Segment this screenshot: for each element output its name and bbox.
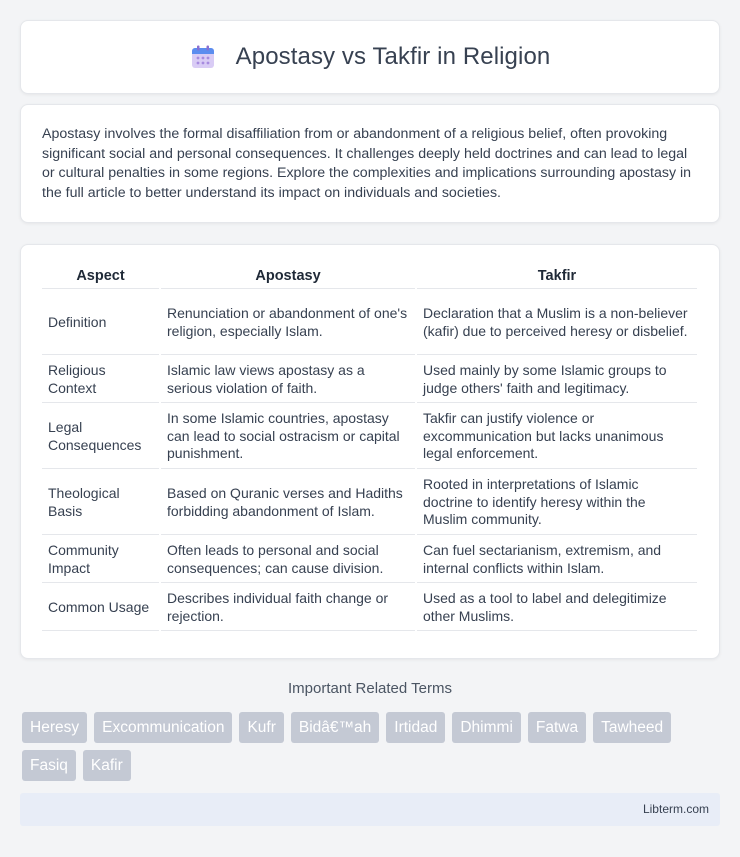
row-aspect: Legal Consequences: [42, 405, 159, 469]
row-takfir: Takfir can justify violence or excommunication but lacks unanimous legal enforcement.: [417, 405, 697, 469]
comparison-table-card: [20, 244, 720, 659]
footer: [20, 793, 720, 826]
table-row: [42, 357, 697, 403]
table-row: [42, 405, 697, 469]
column-header-aspect: Aspect: [42, 264, 159, 289]
row-apostasy: Renunciation or abandonment of one's religion, especially Islam.: [161, 291, 415, 355]
table-header-row: [42, 264, 697, 289]
table-row: [42, 537, 697, 583]
comparison-table: [40, 262, 699, 633]
tag-fatwa[interactable]: Fatwa: [528, 712, 586, 743]
header-card: [20, 20, 720, 94]
tag-heresy[interactable]: Heresy: [22, 712, 87, 743]
page-title: Apostasy vs Takfir in Religion: [235, 43, 551, 70]
row-aspect: Definition: [42, 291, 159, 355]
column-header-takfir: Takfir: [417, 264, 697, 289]
tag-tawheed[interactable]: Tawheed: [593, 712, 671, 743]
row-takfir: Declaration that a Muslim is a non-believer (kafir) due to perceived heresy or disbelief.: [417, 291, 697, 355]
row-apostasy: Based on Quranic verses and Hadiths forbidding abandonment of Islam.: [161, 471, 415, 535]
row-takfir: Rooted in interpretations of Islamic doctrine to identify heresy within the Muslim community.: [417, 471, 697, 535]
footer-site-link[interactable]: Libterm.com: [642, 802, 709, 816]
row-apostasy: Describes individual faith change or rejection.: [161, 585, 415, 631]
table-row: [42, 291, 697, 355]
tag-irtidad[interactable]: Irtidad: [386, 712, 445, 743]
tag-dhimmi[interactable]: Dhimmi: [452, 712, 521, 743]
column-header-apostasy: Apostasy: [161, 264, 415, 289]
row-apostasy: Often leads to personal and social consequences; can cause division.: [161, 537, 415, 583]
tag-excommunication[interactable]: Excommunication: [94, 712, 232, 743]
related-terms-list: [22, 712, 722, 781]
row-apostasy: Islamic law views apostasy as a serious violation of faith.: [161, 357, 415, 403]
row-takfir: Used mainly by some Islamic groups to judge others' faith and legitimacy.: [417, 357, 697, 403]
row-takfir: Used as a tool to label and delegitimize other Muslims.: [417, 585, 697, 631]
calendar-icon: [190, 44, 216, 70]
tag-bidah[interactable]: Bidâ€™ah: [291, 712, 379, 743]
row-aspect: Religious Context: [42, 357, 159, 403]
table-row: [42, 471, 697, 535]
table-row: [42, 585, 697, 631]
tag-kafir[interactable]: Kafir: [83, 750, 131, 781]
tag-kufr[interactable]: Kufr: [239, 712, 283, 743]
row-aspect: Theological Basis: [42, 471, 159, 535]
intro-card: [20, 104, 720, 223]
related-terms-title: Important Related Terms: [288, 680, 452, 697]
tag-fasiq[interactable]: Fasiq: [22, 750, 76, 781]
header-inner: [190, 43, 551, 71]
row-aspect: Community Impact: [42, 537, 159, 583]
row-takfir: Can fuel sectarianism, extremism, and internal conflicts within Islam.: [417, 537, 697, 583]
row-apostasy: In some Islamic countries, apostasy can lead to social ostracism or capital punishment.: [161, 405, 415, 469]
row-aspect: Common Usage: [42, 585, 159, 631]
intro-text: Apostasy involves the formal disaffiliation from or abandonment of a religious belief, often provoking significant social and personal consequences. It challenges deeply held doctrines and can lead to legal or cultural penalties in some regions. Explore the complexities and implications surrounding apostasy in the full article to better understand its impact on individuals and societies.: [42, 126, 692, 201]
